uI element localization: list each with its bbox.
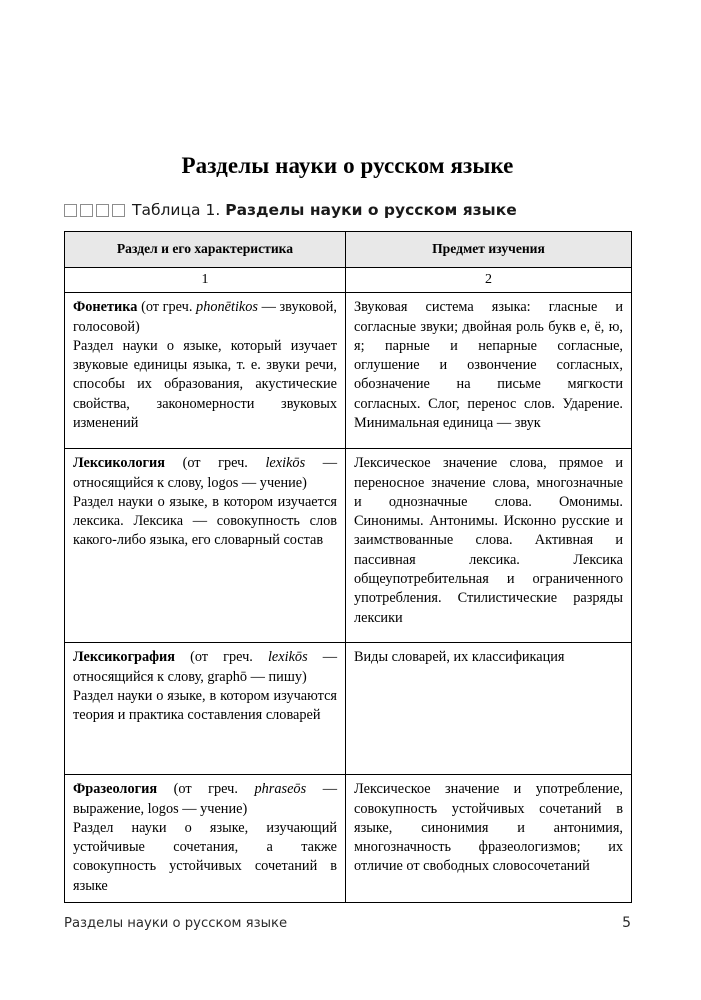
- etymology-prefix: (от греч.: [137, 299, 197, 316]
- missing-glyph-box-icon: [64, 204, 77, 217]
- row-phraseology-definition-cell: [65, 775, 346, 903]
- table-row: [65, 449, 632, 643]
- row-phraseology-subject-cell: Лексическое значение и употребление, совокупность устойчивых сочетаний в языке, синонимия и антонимия, многозначность фразеологизмов; их отличие от свободных словосочетаний: [346, 775, 632, 903]
- etymology-greek-word: phonētikos: [196, 299, 258, 316]
- etymology-suffix: — звуковой, голосовой): [73, 299, 337, 335]
- column-number-2: 2: [346, 268, 632, 293]
- table-caption-label: Таблица 1.: [132, 201, 226, 219]
- row-phonetics-definition-cell: [65, 293, 346, 449]
- definition-text: Раздел науки о языке, который изучает звуковые единицы языка, т. е. звуки речи, способы их образования, акустические свойства, закономерности звуковых изменений: [73, 337, 337, 432]
- table-column-number-row: [65, 268, 632, 293]
- definition-text: Раздел науки о языке, изучающий устойчивые сочетания, а также совокупность устойчивых сочетаний в языке: [73, 819, 337, 894]
- table-header-row: [65, 232, 632, 268]
- table-caption-text: [132, 201, 517, 219]
- term-name: Фонетика: [73, 299, 138, 316]
- etymology-prefix: (от греч.: [165, 455, 266, 472]
- table-caption: [64, 199, 517, 221]
- etymology-suffix: — выражение, logos — учение): [73, 781, 337, 817]
- column-header-section-and-characteristics: Раздел и его характеристика: [65, 232, 346, 268]
- etymology-greek-word: phraseōs: [254, 781, 307, 798]
- definition-text: Раздел науки о языке, в котором изучаются теория и практика составления словарей: [73, 687, 337, 724]
- missing-glyph-box-icon: [80, 204, 93, 217]
- row-lexicology-subject-cell: Лексическое значение слова, прямое и переносное значение слова, многозначные и однозначные слова. Омонимы. Синонимы. Антонимы. Исконно русские и заимствованные слова. Активная и пассивная лексика. Лексика общеупотребительная и ограниченного употребления. Стилистические разряды лексики: [346, 449, 632, 643]
- etymology-prefix: (от греч.: [175, 649, 268, 666]
- table-caption-strong: Разделы науки о русском языке: [225, 201, 517, 219]
- row-lexicography-subject-cell: Виды словарей, их классификация: [346, 643, 632, 775]
- footer-page-number: 5: [622, 915, 631, 931]
- column-number-1: 1: [65, 268, 346, 293]
- etymology-greek-word: lexikōs: [267, 649, 308, 666]
- term-name: Лексикография: [73, 649, 176, 666]
- etymology-greek-word: lexikōs: [265, 455, 306, 472]
- missing-glyph-boxes: [64, 204, 125, 217]
- table-row: [65, 293, 632, 449]
- missing-glyph-box-icon: [96, 204, 109, 217]
- etymology-suffix: — относящийся к слову, logos — учение): [73, 455, 337, 491]
- page-footer: [64, 915, 631, 931]
- sections-of-russian-language-science-table: [64, 231, 632, 903]
- etymology-prefix: (от греч.: [157, 781, 255, 798]
- page-title: Разделы науки о русском языке: [181, 153, 514, 178]
- column-header-subject-of-study: Предмет изучения: [346, 232, 632, 268]
- term-name: Фразеология: [73, 781, 158, 798]
- table-row: [65, 775, 632, 903]
- row-lexicography-definition-cell: [65, 643, 346, 775]
- etymology-suffix: — относящийся к слову, graphō — пишу): [73, 649, 337, 685]
- footer-running-head: Разделы науки о русском языке: [64, 916, 288, 931]
- table-row: [65, 643, 632, 775]
- row-lexicology-definition-cell: [65, 449, 346, 643]
- row-phonetics-subject-cell: Звуковая система языка: гласные и согласные звуки; двойная роль букв е, ё, ю, я; парные и непарные согласные, оглушение и озвончение согласных, обозначение на письме мягкости согласных. Слог, перенос слов. Ударение. Минимальная единица — звук: [346, 293, 632, 449]
- term-name: Лексикология: [73, 455, 166, 472]
- missing-glyph-box-icon: [112, 204, 125, 217]
- definition-text: Раздел науки о языке, в котором изучается лексика. Лексика — совокупность слов какого-либо языка, его словарный состав: [73, 493, 337, 549]
